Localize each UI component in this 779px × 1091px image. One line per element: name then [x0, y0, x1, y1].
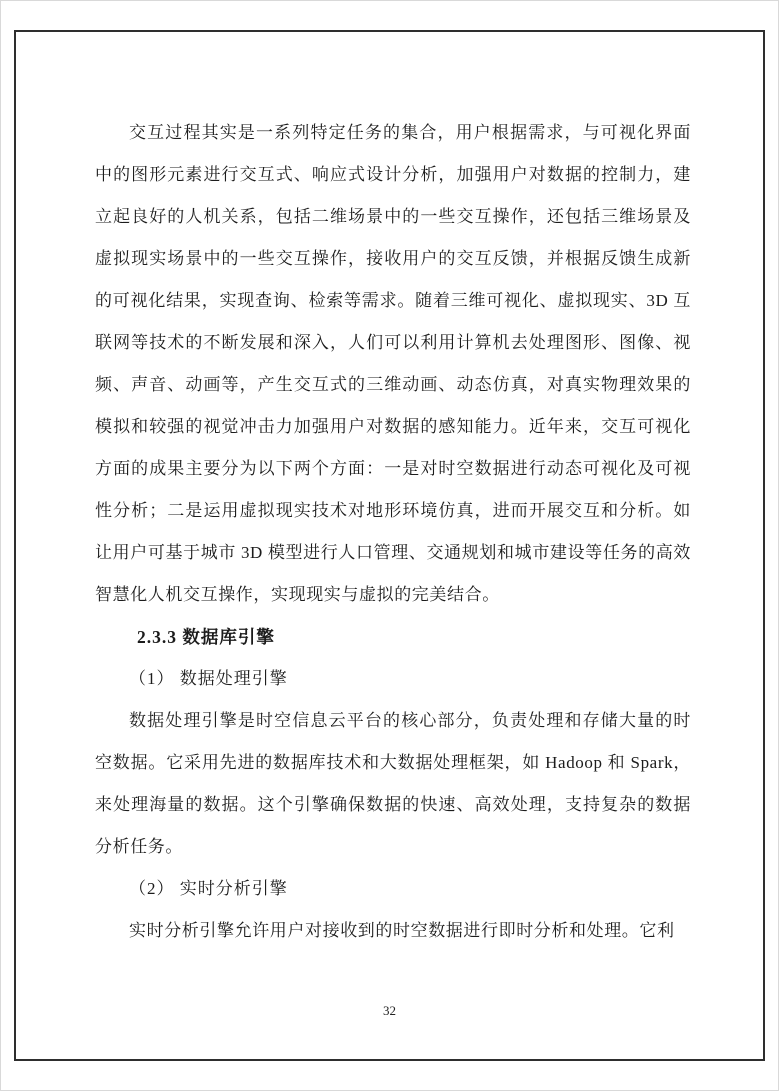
section-heading-database-engine: 2.3.3 数据库引擎 [137, 627, 275, 647]
paragraph-data-processing-engine: 数据处理引擎是时空信息云平台的核心部分，负责处理和存储大量的时空数据。它采用先进的数据库技术和大数据处理框架，如 Hadoop 和 Spark，来处理海量的数据。这个引擎确保数据的快速、高效处理，支持复杂的数据分析任务。 [95, 711, 691, 856]
page-number: 32 [383, 1003, 396, 1018]
list-item-realtime-analysis-engine: （2） 实时分析引擎 [129, 879, 288, 898]
document-body [95, 112, 691, 952]
paragraph-interaction-intro: 交互过程其实是一系列特定任务的集合，用户根据需求，与可视化界面中的图形元素进行交互式、响应式设计分析，加强用户对数据的控制力，建立起良好的人机关系，包括二维场景中的一些交互操作，还包括三维场景及虚拟现实场景中的一些交互操作，接收用户的交互反馈，并根据反馈生成新的可视化结果，实现查询、检索等需求。随着三维可视化、虚拟现实、3D 互联网等技术的不断发展和深入，人们可以利用计算机去处理图形、图像、视频、声音、动画等，产生交互式的三维动画、动态仿真，对真实物理效果的模拟和较强的视觉冲击力加强用户对数据的感知能力。近年来，交互可视化方面的成果主要分为以下两个方面：一是对时空数据进行动态可视化及可视性分析；二是运用虚拟现实技术对地形环境仿真，进而开展交互和分析。如让用户可基于城市 3D 模型进行人口管理、交通规划和城市建设等任务的高效智慧化人机交互操作，实现现实与虚拟的完美结合。 [95, 123, 691, 604]
paragraph-realtime-analysis-engine: 实时分析引擎允许用户对接收到的时空数据进行即时分析和处理。它利 [129, 921, 675, 940]
list-item-data-processing-engine: （1） 数据处理引擎 [129, 669, 288, 688]
document-page-frame [14, 30, 765, 1061]
